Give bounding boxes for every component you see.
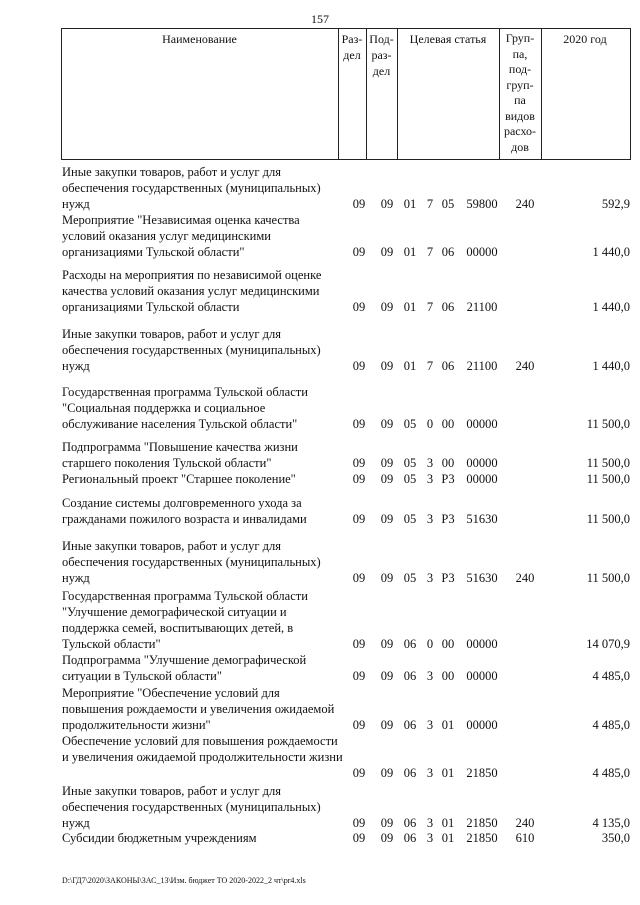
table-row (0, 685, 640, 733)
row-code-t2: 3 (426, 669, 434, 683)
row-name: Иные закупки товаров, работ и услуг для обеспечения государственных (муниципальных) нужд (62, 539, 321, 585)
row-code-t2: 3 (426, 472, 434, 486)
row-amount: 1 440,0 (592, 300, 630, 314)
row-code-g: 610 (515, 831, 535, 845)
row-code-t4: 00000 (466, 718, 498, 732)
row-code-p: 09 (380, 669, 394, 683)
row-code-t3: P3 (441, 571, 455, 585)
row-amount: 1 440,0 (592, 359, 630, 373)
row-name: Иные закупки товаров, работ и услуг для обеспечения государственных (муниципальных) нужд (62, 784, 321, 830)
row-code-p: 09 (380, 816, 394, 830)
row-code-t3: 01 (441, 766, 455, 780)
row-amount: 11 500,0 (586, 571, 630, 585)
row-code-r: 09 (352, 456, 366, 470)
row-code-t2: 7 (426, 245, 434, 259)
row-name: Обеспечение условий для повышения рождаемости и увеличения ожидаемой продолжительности жизни (62, 734, 343, 764)
row-code-t4: 21850 (466, 816, 498, 830)
row-name: Государственная программа Тульской области "Улучшение демографической ситуации и поддержка семей, воспитывающих детей, в Тульской области" (62, 589, 308, 651)
row-code-t2: 3 (426, 831, 434, 845)
row-code-t4: 51630 (466, 512, 498, 526)
row-amount: 11 500,0 (586, 512, 630, 526)
row-code-t2: 3 (426, 512, 434, 526)
row-code-r: 09 (352, 472, 366, 486)
row-code-t1: 01 (403, 245, 417, 259)
row-code-t3: 00 (441, 637, 455, 651)
table-header (61, 28, 631, 160)
row-code-r: 09 (352, 571, 366, 585)
row-code-t4: 21850 (466, 766, 498, 780)
row-code-t2: 7 (426, 197, 434, 211)
row-code-t2: 7 (426, 300, 434, 314)
row-code-t2: 3 (426, 766, 434, 780)
row-code-t1: 06 (403, 766, 417, 780)
row-amount: 11 500,0 (586, 456, 630, 470)
row-code-p: 09 (380, 718, 394, 732)
row-name: Создание системы долговременного ухода за гражданами пожилого возраста и инвалидами (62, 496, 307, 526)
page-number: 157 (311, 12, 329, 26)
row-code-t1: 05 (403, 417, 417, 431)
header-razdel: Раз- дел (341, 32, 363, 62)
row-code-t2: 3 (426, 816, 434, 830)
row-code-t4: 51630 (466, 571, 498, 585)
header-year: 2020 год (563, 32, 607, 46)
table-row (0, 384, 640, 432)
row-name: Подпрограмма "Улучшение демографической ситуации в Тульской области" (62, 653, 307, 683)
table-row (0, 212, 640, 260)
row-code-t4: 00000 (466, 637, 498, 651)
row-name: Иные закупки товаров, работ и услуг для обеспечения государственных (муниципальных) нужд (62, 165, 321, 211)
row-code-p: 09 (380, 359, 394, 373)
row-code-p: 09 (380, 417, 394, 431)
row-amount: 4 135,0 (592, 816, 630, 830)
row-code-t3: 06 (441, 300, 455, 314)
table-row (0, 783, 640, 831)
row-code-t1: 01 (403, 197, 417, 211)
row-amount: 11 500,0 (586, 472, 630, 486)
row-code-p: 09 (380, 766, 394, 780)
row-code-p: 09 (380, 571, 394, 585)
row-code-t3: P3 (441, 512, 455, 526)
row-name: Мероприятие "Обеспечение условий для повышения рождаемости и увеличения ожидаемой продолжительности жизни" (62, 686, 335, 732)
header-podrazdel: Под- раз- дел (369, 32, 394, 78)
row-code-t4: 21850 (466, 831, 498, 845)
col-divider (397, 28, 398, 159)
row-code-t3: 06 (441, 359, 455, 373)
row-code-t3: 05 (441, 197, 455, 211)
header-group: Груп- па, под- груп- па видов расхо- дов (503, 31, 537, 154)
row-code-p: 09 (380, 472, 394, 486)
row-code-t2: 3 (426, 456, 434, 470)
row-code-t2: 3 (426, 571, 434, 585)
header-name: Наименование (162, 32, 237, 46)
row-code-r: 09 (352, 417, 366, 431)
row-code-t2: 0 (426, 417, 434, 431)
row-code-p: 09 (380, 456, 394, 470)
row-code-g: 240 (515, 359, 535, 373)
row-code-p: 09 (380, 197, 394, 211)
table-row (0, 267, 640, 315)
row-code-g: 240 (515, 571, 535, 585)
row-code-t1: 06 (403, 718, 417, 732)
table-row (0, 164, 640, 212)
row-amount: 4 485,0 (592, 718, 630, 732)
row-code-t4: 21100 (466, 300, 498, 314)
row-code-p: 09 (380, 300, 394, 314)
row-code-t2: 0 (426, 637, 434, 651)
row-code-t3: 01 (441, 816, 455, 830)
row-name: Расходы на мероприятия по независимой оценке качества условий оказания услуг медицинскими организациями Тульской области (62, 268, 322, 314)
row-name: Государственная программа Тульской области "Социальная поддержка и социальное обслуживание населения Тульской области" (62, 385, 308, 431)
row-code-t4: 59800 (466, 197, 498, 211)
row-code-t2: 3 (426, 718, 434, 732)
row-code-r: 09 (352, 718, 366, 732)
row-code-t1: 05 (403, 571, 417, 585)
row-amount: 592,9 (601, 197, 630, 211)
row-code-r: 09 (352, 637, 366, 651)
row-code-r: 09 (352, 831, 366, 845)
row-code-t4: 00000 (466, 417, 498, 431)
row-code-t1: 01 (403, 359, 417, 373)
table-row (0, 326, 640, 374)
row-code-t1: 06 (403, 831, 417, 845)
row-code-r: 09 (352, 197, 366, 211)
row-code-t1: 05 (403, 456, 417, 470)
table-row (0, 439, 640, 471)
row-code-t4: 00000 (466, 456, 498, 470)
row-code-p: 09 (380, 245, 394, 259)
row-code-t2: 7 (426, 359, 434, 373)
row-code-p: 09 (380, 637, 394, 651)
row-code-p: 09 (380, 512, 394, 526)
row-code-t3: 01 (441, 718, 455, 732)
row-code-r: 09 (352, 816, 366, 830)
row-code-t1: 01 (403, 300, 417, 314)
row-code-r: 09 (352, 300, 366, 314)
row-amount: 350,0 (601, 831, 630, 845)
row-code-t3: 00 (441, 417, 455, 431)
row-amount: 4 485,0 (592, 669, 630, 683)
row-code-g: 240 (515, 816, 535, 830)
table-row (0, 471, 640, 487)
row-code-r: 09 (352, 669, 366, 683)
row-name: Региональный проект "Старшее поколение" (62, 472, 296, 486)
table-row (0, 733, 640, 781)
row-code-t4: 00000 (466, 669, 498, 683)
row-code-t3: 01 (441, 831, 455, 845)
row-code-r: 09 (352, 512, 366, 526)
table-row (0, 588, 640, 652)
row-amount: 1 440,0 (592, 245, 630, 259)
row-amount: 14 070,9 (586, 637, 630, 651)
row-code-r: 09 (352, 245, 366, 259)
row-code-t3: 00 (441, 456, 455, 470)
row-code-t1: 06 (403, 637, 417, 651)
row-code-g: 240 (515, 197, 535, 211)
row-name: Подпрограмма "Повышение качества жизни старшего поколения Тульской области" (62, 440, 298, 470)
row-code-t4: 00000 (466, 245, 498, 259)
row-name: Иные закупки товаров, работ и услуг для обеспечения государственных (муниципальных) нужд (62, 327, 321, 373)
row-code-t3: 06 (441, 245, 455, 259)
row-code-t4: 00000 (466, 472, 498, 486)
table-row (0, 495, 640, 527)
row-name: Мероприятие "Независимая оценка качества условий оказания услуг медицинскими организациями Тульской области" (62, 213, 300, 259)
table-row (0, 652, 640, 684)
table-row (0, 830, 640, 846)
col-divider (541, 28, 542, 159)
table-row (0, 538, 640, 586)
row-code-t1: 06 (403, 669, 417, 683)
row-code-r: 09 (352, 359, 366, 373)
header-target: Целевая статья (409, 32, 487, 46)
file-path-footer: D:\ГД7\2020\ЗАКОНЫ\ЗАС_13\Изм. бюджет ТО 2020-2022_2 чт\pr4.xls (62, 876, 306, 885)
row-code-r: 09 (352, 766, 366, 780)
row-code-t1: 05 (403, 472, 417, 486)
row-name: Субсидии бюджетным учреждениям (62, 831, 257, 845)
row-amount: 4 485,0 (592, 766, 630, 780)
row-code-t1: 05 (403, 512, 417, 526)
row-amount: 11 500,0 (586, 417, 630, 431)
row-code-p: 09 (380, 831, 394, 845)
row-code-t4: 21100 (466, 359, 498, 373)
row-code-t1: 06 (403, 816, 417, 830)
row-code-t3: P3 (441, 472, 455, 486)
row-code-t3: 00 (441, 669, 455, 683)
